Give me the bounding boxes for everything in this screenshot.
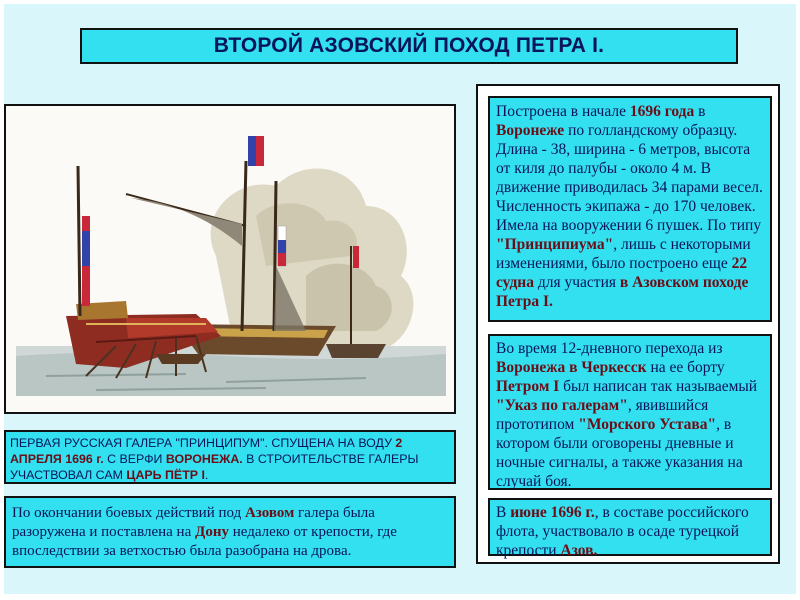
siege-fortress: Азов. xyxy=(560,542,598,559)
after-war-azov: Азовом xyxy=(244,505,295,521)
galley-caption xyxy=(4,430,456,484)
voyage-text-5: , в котором были оговорены дневные и ночные сигналы, а также указания на случай боя. xyxy=(496,416,743,490)
built-campaign: в Азовском походе Петра I. xyxy=(496,274,749,310)
caption-date: 2 АПРЕЛЯ 1696 г. xyxy=(10,436,403,466)
voyage-text-2: на ее борту xyxy=(646,359,725,376)
voyage-box xyxy=(488,334,772,490)
construction-box xyxy=(488,96,772,322)
siege-text-2: , в составе российского флота, участвовало в осаде турецкой крепости xyxy=(496,504,749,559)
voyage-text-4: , явившийся прототипом xyxy=(496,397,709,433)
siege-box xyxy=(488,498,772,559)
siege-date: июне 1696 г. xyxy=(510,504,595,521)
built-text-5: для участия xyxy=(533,274,620,291)
after-war-don: Дону xyxy=(195,524,229,540)
caption-city: ВОРОНЕЖА. xyxy=(165,452,243,466)
built-text-4: , лишь с некоторыми изменениями, было построено еще xyxy=(496,236,751,272)
galley-painting-image xyxy=(6,106,454,412)
voyage-peter: Петром I xyxy=(496,378,560,395)
built-type: "Принципиума" xyxy=(496,236,614,253)
built-text-3: по голландскому образцу. Длина - 38, ширина - 6 метров, высота от киля до палубы - около 4 м. В движение приводилась 34 парами весел. Численность экипажа - до 170 человек. Имела на вооружении 6 пушек. По типу xyxy=(496,122,763,234)
after-war-text-1: По окончании боевых действий под xyxy=(12,505,245,521)
voyage-route: Воронежа в Черкесск xyxy=(496,359,647,376)
built-text-1: Построена в начале xyxy=(496,103,630,120)
after-war-box xyxy=(4,496,456,568)
voyage-decree: "Указ по галерам" xyxy=(496,397,628,414)
galley-illustration xyxy=(4,104,456,414)
caption-text-2: С ВЕРФИ xyxy=(103,452,166,466)
caption-text-4: . xyxy=(204,468,209,482)
built-city: Воронеже xyxy=(496,122,565,139)
after-war-text-2: галера была разоружена и поставлена на xyxy=(12,505,375,540)
built-text-2: в xyxy=(694,103,706,120)
slide-title-text: ВТОРОЙ АЗОВСКИЙ ПОХОД ПЕТРА I. xyxy=(213,34,605,57)
caption-text-1: ПЕРВАЯ РУССКАЯ ГАЛЕРА "ПРИНЦИПУМ". СПУЩЕНА НА ВОДУ xyxy=(10,436,396,450)
slide-title xyxy=(80,28,738,64)
after-war-text-3: недалеко от крепости, где впоследствии за ветхостью была разобрана на дрова. xyxy=(12,524,397,559)
caption-text-3: В СТРОИТЕЛЬСТВЕ ГАЛЕРЫ УЧАСТВОВАЛ САМ xyxy=(10,452,419,482)
voyage-charter: "Морского Устава" xyxy=(578,416,717,433)
caption-tsar: ЦАРЬ ПЁТР I xyxy=(126,468,205,482)
voyage-text-3: был написан так называемый xyxy=(559,378,758,395)
built-year: 1696 года xyxy=(629,103,695,120)
siege-text-1: В xyxy=(496,504,511,521)
built-count: 22 судна xyxy=(496,255,748,291)
voyage-text-1: Во время 12-дневного перехода из xyxy=(496,340,723,357)
